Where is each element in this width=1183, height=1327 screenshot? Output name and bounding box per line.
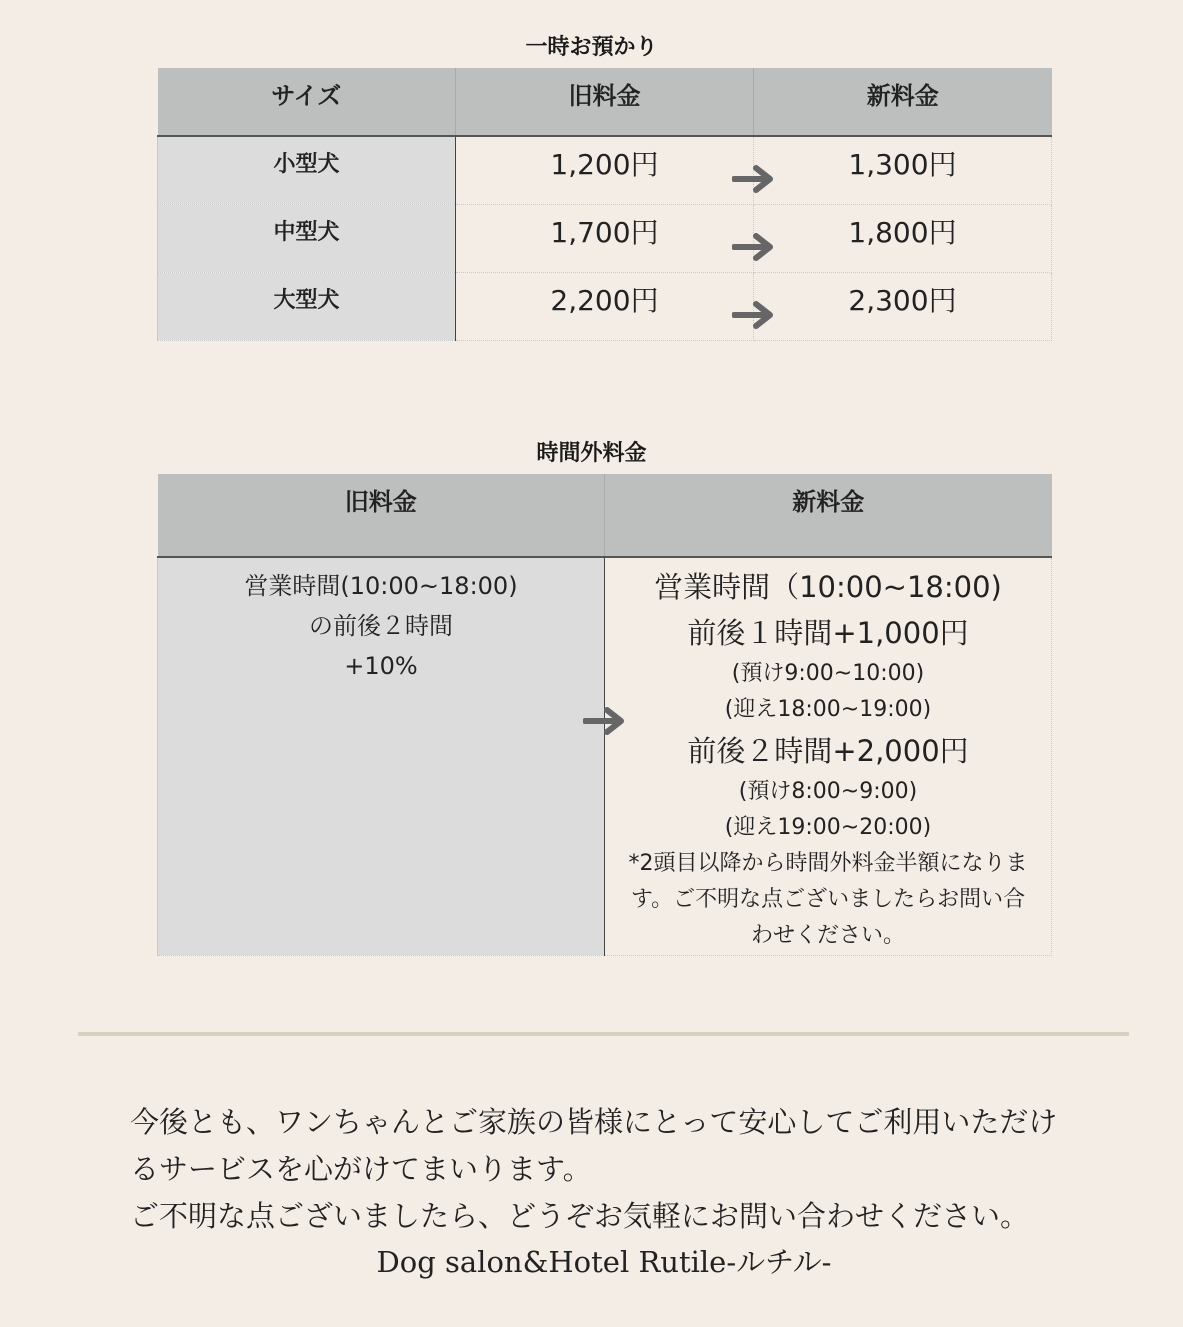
overtime-header-row	[158, 474, 1052, 557]
arrow-right-icon	[732, 231, 776, 263]
size-header: サイズ	[158, 68, 456, 136]
plan2-pickup: (迎え19:00~20:00)	[724, 815, 932, 840]
plan1-dropoff: (預け9:00~10:00)	[731, 661, 925, 686]
arrow-right-icon	[732, 163, 776, 195]
discount-note: *2頭目以降から時間外料金半額になります。ご不明な点ございましたらお問い合わせください。	[628, 851, 1028, 948]
new-price-header: 新料金	[754, 68, 1052, 136]
plan2-price: 前後２時間+2,000円	[687, 734, 969, 768]
new-price-cell	[754, 136, 1052, 204]
new-price-header: 新料金	[605, 474, 1052, 557]
overtime-title: 時間外料金	[536, 441, 647, 466]
temp-care-table	[157, 68, 1052, 341]
new-price-value: 1,800円	[848, 215, 957, 249]
new-price-value: 2,300円	[848, 283, 957, 317]
plan2-dropoff: (預け8:00~9:00)	[738, 779, 918, 804]
plan1-price: 前後１時間+1,000円	[687, 616, 969, 650]
new-price-value: 1,300円	[848, 148, 957, 181]
shop-signature: Dog salon&Hotel Rutile-ルチル-	[376, 1245, 832, 1279]
size-cell: 中型犬	[158, 204, 456, 272]
closing-line-1: 今後とも、ワンちゃんとご家族の皆様にとって安心してご利用いただけるサービスを心がけてまいります。	[130, 1105, 1058, 1186]
new-price-cell	[754, 204, 1052, 272]
closing-line-2: ご不明な点ございましたら、どうぞお気軽にお問い合わせください。	[130, 1199, 1030, 1233]
table-row	[158, 272, 1052, 340]
old-price-cell: 1,700円	[456, 204, 754, 272]
arrow-right-icon	[732, 299, 776, 331]
old-price-cell: 2,200円	[456, 272, 754, 340]
old-price-header: 旧料金	[456, 68, 754, 136]
arrow-right-icon	[583, 705, 627, 737]
temp-care-title: 一時お預かり	[525, 35, 658, 60]
temp-care-header-row	[158, 68, 1052, 136]
size-cell: 小型犬	[158, 136, 456, 204]
table-row	[158, 136, 1052, 204]
old-price-header: 旧料金	[158, 474, 605, 557]
new-price-cell	[754, 272, 1052, 340]
new-hours-line: 営業時間（10:00~18:00)	[654, 570, 1002, 604]
section-divider	[78, 1032, 1129, 1036]
plan1-pickup: (迎え18:00~19:00)	[724, 697, 932, 722]
size-cell: 大型犬	[158, 272, 456, 340]
old-range-line: の前後２時間	[309, 612, 453, 640]
table-row	[158, 557, 1052, 956]
old-hours-line: 営業時間(10:00~18:00)	[244, 572, 518, 600]
old-price-cell: 1,200円	[456, 136, 754, 204]
old-overtime-cell	[158, 557, 605, 956]
old-rate-line: +10%	[344, 652, 418, 680]
table-row	[158, 204, 1052, 272]
new-overtime-cell	[605, 557, 1052, 956]
overtime-table	[157, 474, 1052, 956]
closing-message	[130, 1099, 1080, 1240]
